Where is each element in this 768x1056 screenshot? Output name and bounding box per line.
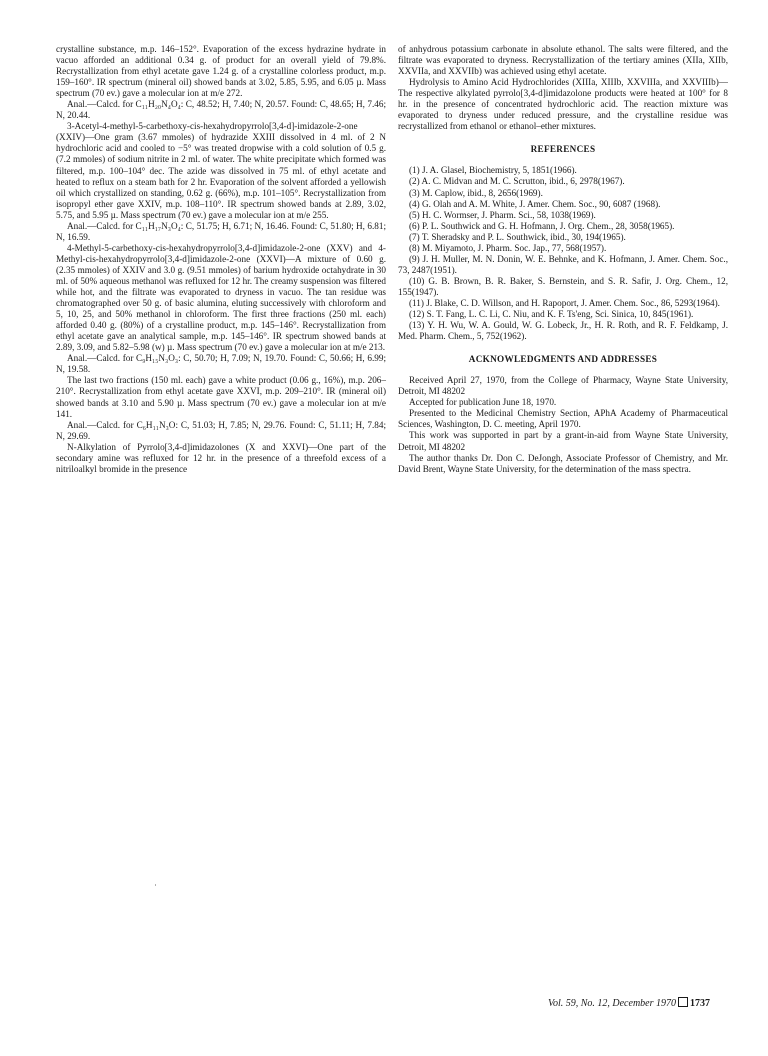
page-number: 1737 <box>690 998 710 1009</box>
square-ornament-icon <box>678 997 688 1007</box>
paragraph: Anal.—Calcd. for C₁₁H₂₀N₄O₄: C, 48.52; H, 7.40; N, 20.57. Found: C, 48.65; H, 7.46; N, 20.44. <box>56 99 386 121</box>
paragraph: 4-Methyl-5-carbethoxy-cis-hexahydropyrrolo[3,4-d]imidazole-2-one (XXV) and 4-Methyl-cis-hexahydropyrrolo[3,4-d]imidazole-2-one (XXVI)—A mixture of 0.60 g. (2.35 mmoles) of XXIV and 3.0 g. (9.51 mmoles) of barium hydroxide octahydrate in 30 ml. of 50% aqueous methanol was refluxed for 12 hr. The creamy suspension was filtered while hot, and the filtrate was evaporated to dryness in vacuo. The tan residue was chromatographed over 50 g. of basic alumina, eluting successively with chloroform and 5, 10, 25, and 50% methanol in chloroform. The first three fractions (250 ml. each) afforded 0.40 g. (80%) of a crystalline product, m.p. 145–146°. Recrystallization from ethyl acetate gave an analytical sample, m.p. 145–146°. IR spectrum showed bands at 2.89, 3.09, and 5.82–5.98 (w) µ. Mass spectrum (70 ev.) gave a molecular ion at m/e 213. <box>56 242 386 353</box>
paragraph: 3-Acetyl-4-methyl-5-carbethoxy-cis-hexahydropyrrolo[3,4-d]-imidazole-2-one (XXIV)—One gram (3.67 mmoles) of hydrazide XXIII dissolved in 4 ml. of 2 N hydrochloric acid and cooled to −5° was treated dropwise with a cold solution of 0.5 g. (7.2 mmoles) of sodium nitrite in 2 ml. of water. The white precipitate which formed was filtered, m.p. 100–104° dec. The azide was dissolved in 75 ml. of ethyl acetate and heated to reflux on a steam bath for 2 hr. Evaporation of the solvent afforded a yellowish oil which crystallized on standing, 0.62 g. (66%), m.p. 101–105°. Recrystallization from isopropyl ether gave XXIV, m.p. 108–110°. IR spectrum showed bands at 2.89, 3.02, 5.75, and 5.95 µ. Mass spectrum (70 ev.) gave a molecular ion at m/e 255. <box>56 121 386 220</box>
reference-item: (3) M. Caplow, ibid., 8, 2656(1969). <box>409 187 543 198</box>
paragraph: of anhydrous potassium carbonate in absolute ethanol. The salts were filtered, and the filtrate was evaporated to dryness. Recrystallization of the tertiary amines (XIIa, XIIb, XXVIIa, and XXVIIb) was achieved using ethyl acetate. <box>398 44 728 77</box>
ack-paragraph: The author thanks Dr. Don C. DeJongh, Associate Professor of Chemistry, and Mr. David Brent, Wayne State University, for the determination of the mass spectra. <box>398 452 728 474</box>
acknowledgments <box>398 375 728 474</box>
paragraph: Anal.—Calcd. for C₉H₁₅N₃O₃: C, 50.70; H, 7.09; N, 19.70. Found: C, 50.66; H, 6.99; N, 19.58. <box>56 353 386 375</box>
acknowledgments-heading: ACKNOWLEDGMENTS AND ADDRESSES <box>468 354 658 365</box>
reference-item: (12) S. T. Fang, L. C. Li, C. Niu, and K. F. Ts'eng, Sci. Sinica, 10, 845(1961). <box>409 309 694 320</box>
ack-paragraph: Accepted for publication June 18, 1970. <box>409 397 557 408</box>
ack-paragraph: Presented to the Medicinal Chemistry Section, APhA Academy of Pharmaceutical Sciences, Washington, D. C. meeting, April 1970. <box>398 408 728 430</box>
paragraph: crystalline substance, m.p. 146–152°. Evaporation of the excess hydrazine hydrate in vacuo afforded an additional 0.34 g. of product for an overall yield of 79.8%. Recrystallization from ethyl acetate gave 1.24 g. of a crystalline colorless product, m.p. 159–160°. IR spectrum (mineral oil) showed bands at 3.02, 5.85, 5.95, and 6.05 µ. Mass spectrum (70 ev.) gave a molecular ion at m/e 272. <box>56 44 386 99</box>
references-heading: REFERENCES <box>530 144 596 155</box>
reference-item: (1) J. A. Glasel, Biochemistry, 5, 1851(1966). <box>409 165 577 176</box>
ack-paragraph: This work was supported in part by a grant-in-aid from Wayne State University, Detroit, MI 48202 <box>398 430 728 452</box>
ack-paragraph: Received April 27, 1970, from the College of Pharmacy, Wayne State University, Detroit, MI 48202 <box>398 375 728 397</box>
right-column <box>398 44 728 475</box>
paragraph: Anal.—Calcd. for C₆H₁₁N₃O: C, 51.03; H, 7.85; N, 29.76. Found: C, 51.11; H, 7.84; N, 29.69. <box>56 419 386 441</box>
paragraph: Anal.—Calcd. for C₁₁H₁₇N₃O₄: C, 51.75; H, 6.71; N, 16.46. Found: C, 51.80; H, 6.81; N, 16.59. <box>56 220 386 242</box>
paragraph: N-Alkylation of Pyrrolo[3,4-d]imidazolones (X and XXVI)—One part of the secondary amine was refluxed for 12 hr. in the presence of a threefold excess of a nitriloalkyl bromide in the presence <box>56 441 386 474</box>
reference-item: (5) H. C. Wormser, J. Pharm. Sci., 58, 1038(1969). <box>409 209 596 220</box>
left-column <box>56 44 386 475</box>
reference-item: (13) Y. H. Wu, W. A. Gould, W. G. Lobeck, Jr., H. R. Roth, and R. F. Feldkamp, J. Med. Pharm. Chem., 5, 752(1962). <box>398 320 728 342</box>
reference-item: (7) T. Sheradsky and P. L. Southwick, ibid., 30, 194(1965). <box>409 231 626 242</box>
reference-item: (6) P. L. Southwick and G. H. Hofmann, J. Org. Chem., 28, 3058(1965). <box>409 220 675 231</box>
reference-item: (9) J. H. Muller, M. N. Donin, W. E. Behnke, and K. Hofmann, J. Amer. Chem. Soc., 73, 2487(1951). <box>398 253 728 275</box>
journal-citation: Vol. 59, No. 12, December 1970 <box>547 998 676 1009</box>
stray-mark: ʿ <box>154 883 157 893</box>
reference-item: (11) J. Blake, C. D. Willson, and H. Rapoport, J. Amer. Chem. Soc., 86, 5293(1964). <box>409 297 720 308</box>
reference-item: (2) A. C. Midvan and M. C. Scrutton, ibid., 6, 2978(1967). <box>409 176 625 187</box>
reference-item: (10) G. B. Brown, B. R. Baker, S. Bernstein, and S. R. Safir, J. Org. Chem., 12, 155(1947). <box>398 275 728 297</box>
references-list <box>398 165 728 342</box>
reference-item: (4) G. Olah and A. M. White, J. Amer. Chem. Soc., 90, 6087 (1968). <box>409 198 661 209</box>
paragraph: Hydrolysis to Amino Acid Hydrochlorides (XIIIa, XIIIb, XXVIIIa, and XXVIIIb)—The respective alkylated pyrrolo[3,4-d]imidazolone products were heated at 100° for 8 hr. in the presence of concentrated hydrochloric acid. The reaction mixture was evaporated to dryness under reduced pressure, and the crystalline residue was recrystallized from ethanol or ethanol–ether mixtures. <box>398 77 728 132</box>
page-footer <box>548 997 710 1009</box>
reference-item: (8) M. Miyamoto, J. Pharm. Soc. Jap., 77, 568(1957). <box>409 242 607 253</box>
paragraph: The last two fractions (150 ml. each) gave a white product (0.06 g., 16%), m.p. 206–210°. Recrystallization from ethyl acetate gave XXVI, m.p. 209–210°. IR (mineral oil) showed bands at 3.10 and 5.90 µ. Mass spectrum (70 ev.) gave a molecular ion at m/e 141. <box>56 375 386 419</box>
